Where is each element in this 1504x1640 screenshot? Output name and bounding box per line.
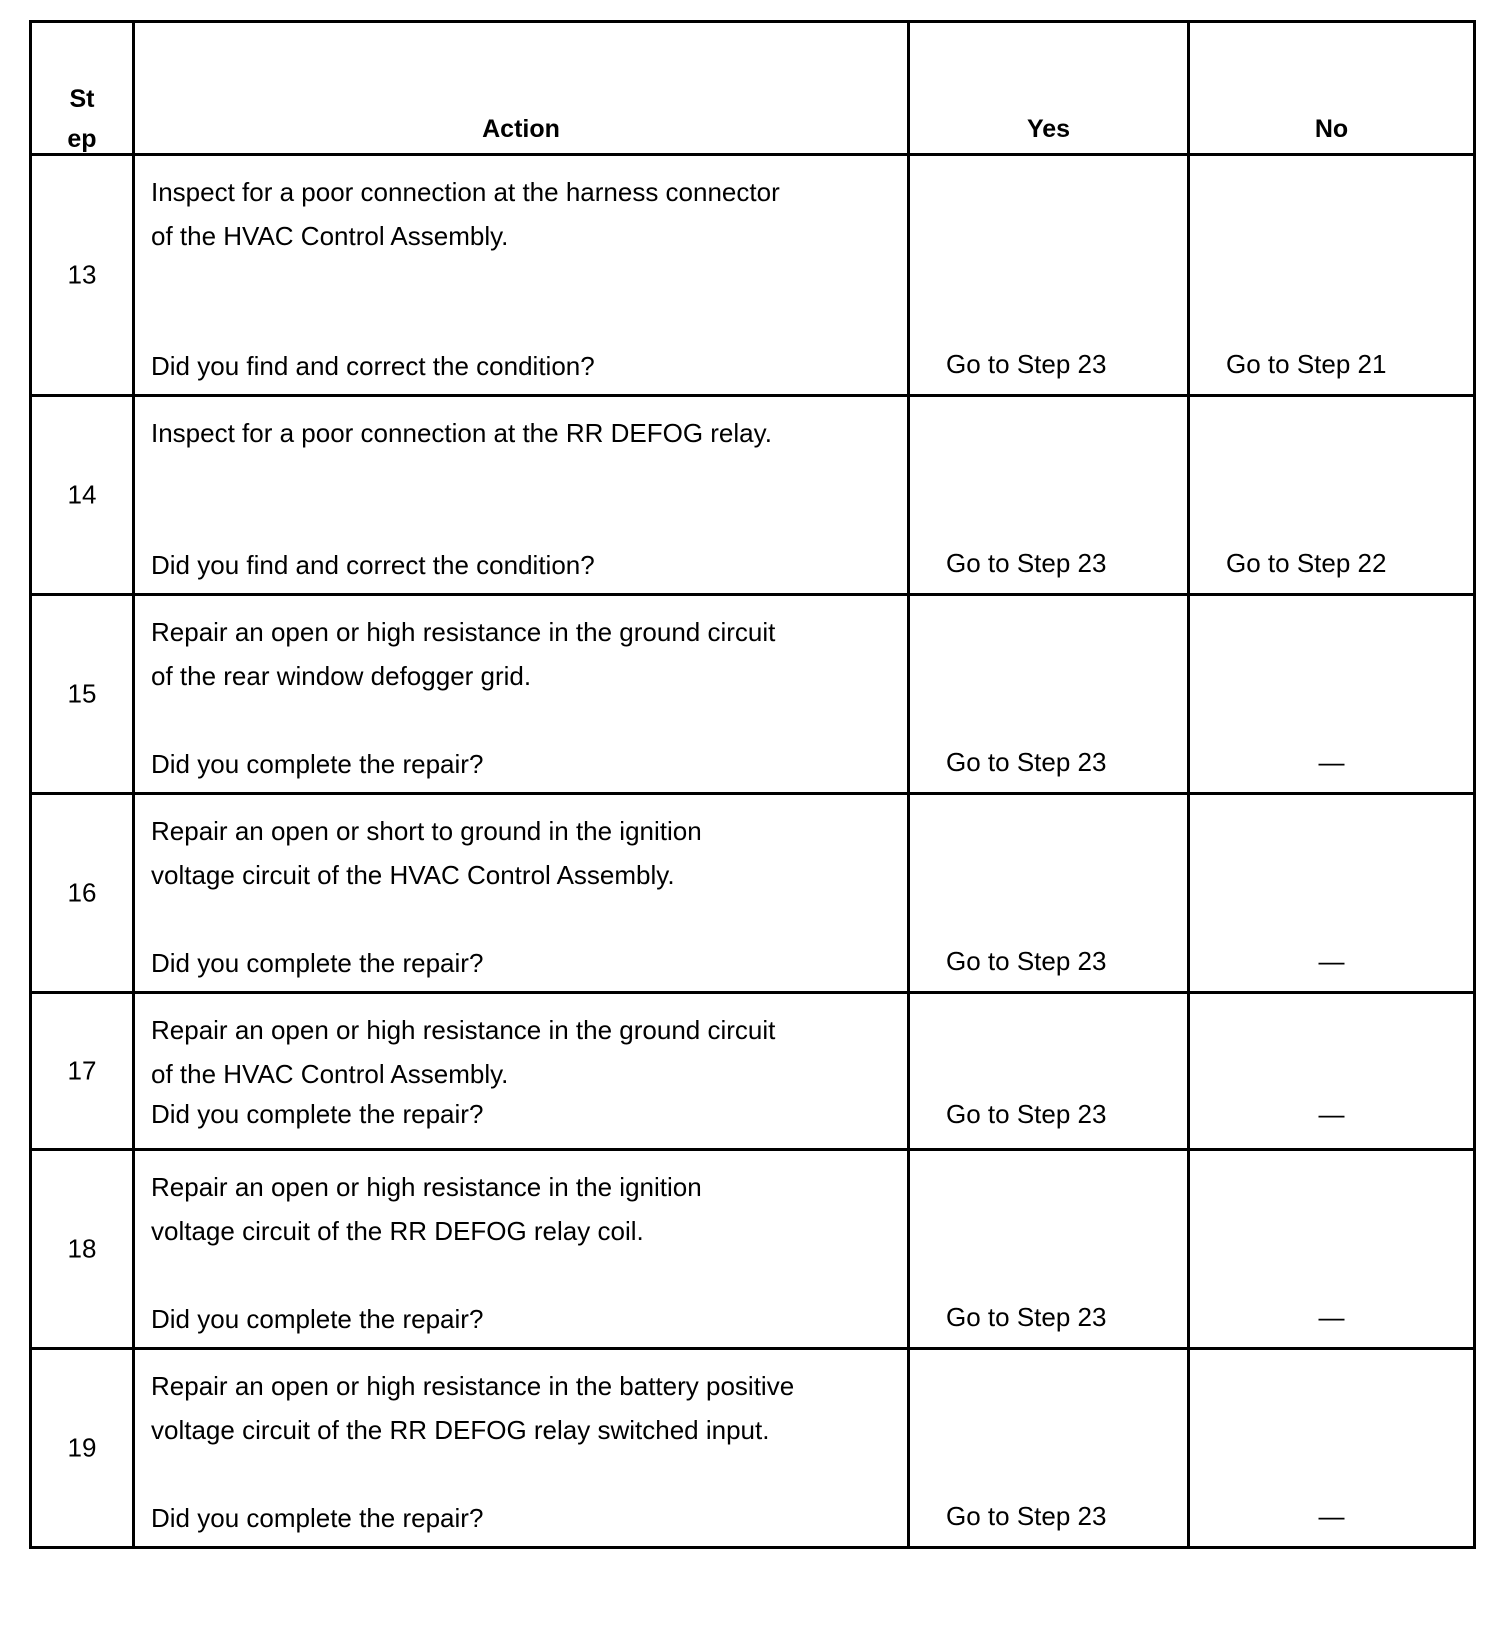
yes-cell	[909, 595, 1189, 794]
yes-cell	[909, 993, 1189, 1150]
action-line: Repair an open or high resistance in the ground circuit	[151, 1015, 776, 1045]
action-question: Did you find and correct the condition?	[151, 351, 595, 381]
yes-result: Go to Step 23	[946, 1501, 1107, 1531]
step-number: 18	[67, 1233, 97, 1264]
step-number: 15	[67, 678, 97, 709]
no-result: —	[1318, 747, 1345, 777]
step-cell	[31, 794, 134, 993]
header-step	[31, 22, 134, 155]
yes-result: Go to Step 23	[946, 1302, 1107, 1332]
no-cell	[1189, 993, 1475, 1150]
action-line: voltage circuit of the RR DEFOG relay coil.	[151, 1216, 644, 1246]
step-number: 13	[67, 259, 97, 290]
diagnostic-table	[29, 20, 1476, 1549]
step-cell	[31, 396, 134, 595]
action-line: Inspect for a poor connection at the harness connector	[151, 177, 780, 207]
no-result: —	[1318, 946, 1345, 976]
step-number: 16	[67, 877, 97, 908]
action-description	[151, 610, 867, 698]
header-no	[1189, 22, 1475, 155]
no-result: —	[1318, 1501, 1345, 1531]
action-line: of the HVAC Control Assembly.	[151, 1059, 509, 1089]
header-yes	[909, 22, 1189, 155]
action-line: voltage circuit of the HVAC Control Assembly.	[151, 860, 675, 890]
action-question: Did you complete the repair?	[151, 1503, 484, 1533]
no-result: —	[1318, 1302, 1345, 1332]
yes-result: Go to Step 23	[946, 1099, 1107, 1129]
no-cell	[1189, 595, 1475, 794]
yes-cell	[909, 1349, 1189, 1548]
table-row	[31, 595, 1475, 794]
action-cell	[134, 1349, 909, 1548]
yes-cell	[909, 1150, 1189, 1349]
action-line: Repair an open or short to ground in the ignition	[151, 816, 702, 846]
action-line: Repair an open or high resistance in the ignition	[151, 1172, 702, 1202]
action-question: Did you complete the repair?	[151, 1099, 484, 1129]
no-cell	[1189, 1150, 1475, 1349]
header-no-label: No	[1314, 115, 1349, 143]
table-row	[31, 1349, 1475, 1548]
header-step-line1: St	[69, 85, 95, 113]
step-cell	[31, 595, 134, 794]
action-cell	[134, 794, 909, 993]
action-line: voltage circuit of the RR DEFOG relay switched input.	[151, 1415, 770, 1445]
action-cell	[134, 1150, 909, 1349]
table-row	[31, 993, 1475, 1150]
action-description	[151, 1008, 867, 1096]
action-description	[151, 809, 867, 897]
action-cell	[134, 595, 909, 794]
action-line: of the HVAC Control Assembly.	[151, 221, 509, 251]
step-cell	[31, 1349, 134, 1548]
no-cell	[1189, 396, 1475, 595]
action-line: Repair an open or high resistance in the battery positive	[151, 1371, 795, 1401]
table-row	[31, 794, 1475, 993]
step-cell	[31, 155, 134, 396]
yes-cell	[909, 396, 1189, 595]
action-cell	[134, 993, 909, 1150]
action-description	[151, 1165, 867, 1253]
step-cell	[31, 993, 134, 1150]
step-cell	[31, 1150, 134, 1349]
table-header-row	[31, 22, 1475, 155]
header-action	[134, 22, 909, 155]
table-row	[31, 155, 1475, 396]
step-number: 17	[67, 1055, 97, 1086]
no-result: —	[1318, 1099, 1345, 1129]
yes-result: Go to Step 23	[946, 747, 1107, 777]
action-cell	[134, 155, 909, 396]
yes-result: Go to Step 23	[946, 946, 1107, 976]
header-step-line2: ep	[67, 125, 97, 153]
action-line: of the rear window defogger grid.	[151, 661, 532, 691]
table-row	[31, 1150, 1475, 1349]
yes-result: Go to Step 23	[946, 349, 1107, 379]
action-question: Did you complete the repair?	[151, 1304, 484, 1334]
step-number: 14	[67, 479, 97, 510]
action-description	[151, 1364, 867, 1452]
no-result: Go to Step 22	[1226, 548, 1387, 578]
step-number: 19	[67, 1432, 97, 1463]
no-cell	[1189, 155, 1475, 396]
action-cell	[134, 396, 909, 595]
action-line: Inspect for a poor connection at the RR DEFOG relay.	[151, 418, 772, 448]
no-cell	[1189, 1349, 1475, 1548]
action-description	[151, 411, 867, 455]
no-cell	[1189, 794, 1475, 993]
action-question: Did you complete the repair?	[151, 749, 484, 779]
header-yes-label: Yes	[1026, 115, 1071, 143]
header-action-label: Action	[482, 115, 560, 143]
yes-cell	[909, 155, 1189, 396]
action-line: Repair an open or high resistance in the ground circuit	[151, 617, 776, 647]
yes-result: Go to Step 23	[946, 548, 1107, 578]
table-row	[31, 396, 1475, 595]
no-result: Go to Step 21	[1226, 349, 1387, 379]
action-question: Did you complete the repair?	[151, 948, 484, 978]
action-description	[151, 170, 867, 258]
action-question: Did you find and correct the condition?	[151, 550, 595, 580]
yes-cell	[909, 794, 1189, 993]
